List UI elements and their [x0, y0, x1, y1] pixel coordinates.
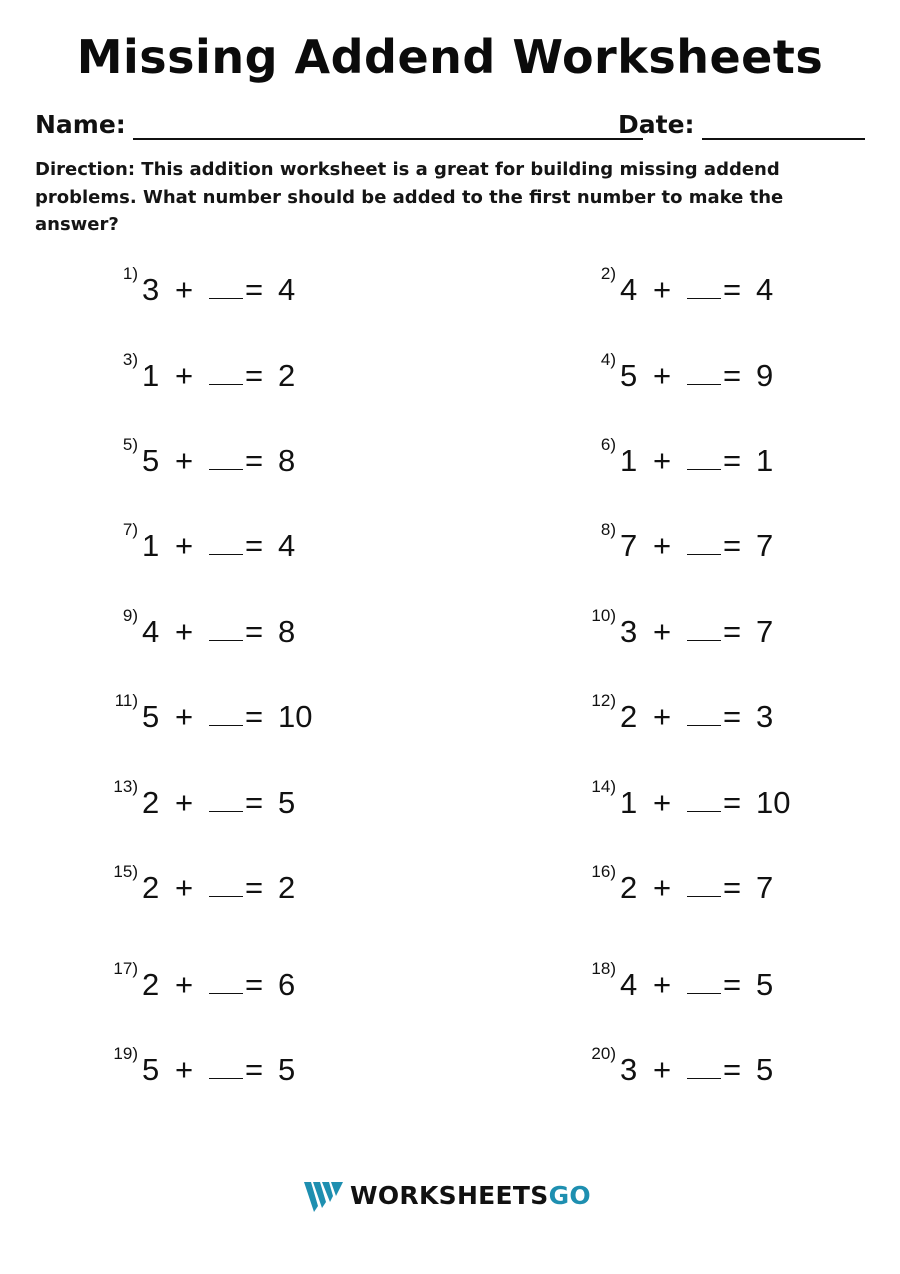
- answer-blank[interactable]: [687, 725, 721, 726]
- plus-sign: +: [653, 358, 672, 393]
- sum-value: 4: [278, 528, 296, 563]
- sum-value: 2: [278, 870, 296, 905]
- answer-blank[interactable]: [209, 554, 243, 555]
- problem-item: [591, 959, 880, 1007]
- first-addend: 7: [620, 528, 638, 563]
- sum-value: 8: [278, 614, 296, 649]
- answer-blank[interactable]: [209, 896, 243, 897]
- sum-value: 8: [278, 443, 296, 478]
- plus-sign: +: [175, 272, 194, 307]
- first-addend: 3: [142, 272, 160, 307]
- date-field-line[interactable]: [702, 138, 865, 140]
- answer-blank[interactable]: [687, 554, 721, 555]
- sum-value: 1: [756, 443, 774, 478]
- problem-number: 10): [591, 606, 616, 625]
- equals-sign: =: [245, 699, 264, 734]
- plus-sign: +: [175, 1052, 194, 1087]
- answer-blank[interactable]: [209, 1078, 243, 1079]
- plus-sign: +: [175, 785, 194, 820]
- problem-number: 7): [122, 520, 138, 539]
- problem-item: [113, 959, 402, 1007]
- equals-sign: =: [245, 443, 264, 478]
- first-addend: 5: [142, 443, 160, 478]
- plus-sign: +: [653, 785, 672, 820]
- answer-blank[interactable]: [687, 896, 721, 897]
- sum-value: 7: [756, 614, 774, 649]
- equals-sign: =: [723, 967, 742, 1002]
- sum-value: 5: [756, 1052, 774, 1087]
- plus-sign: +: [653, 443, 672, 478]
- problem-number: 15): [113, 862, 138, 881]
- plus-sign: +: [175, 614, 194, 649]
- problem-number: 13): [113, 777, 138, 796]
- equals-sign: =: [245, 528, 264, 563]
- direction-text: Direction: This addition worksheet is a great for building missing addend problems. What number should be added to the first number to make the answer?: [35, 159, 784, 235]
- first-addend: 1: [142, 358, 160, 393]
- first-addend: 4: [142, 614, 160, 649]
- answer-blank[interactable]: [209, 298, 243, 299]
- problem-item: [113, 1044, 402, 1092]
- answer-blank[interactable]: [687, 811, 721, 812]
- footer-logo: [304, 1180, 604, 1214]
- problem-item: [122, 606, 402, 654]
- problem-number: 3): [122, 350, 138, 369]
- first-addend: 3: [620, 614, 638, 649]
- sum-value: 10: [756, 785, 791, 820]
- sum-value: 5: [278, 1052, 296, 1087]
- equals-sign: =: [723, 785, 742, 820]
- sum-value: 4: [756, 272, 774, 307]
- equals-sign: =: [245, 870, 264, 905]
- problem-number: 18): [591, 959, 616, 978]
- problem-number: 9): [122, 606, 138, 625]
- name-date-row: [35, 108, 865, 148]
- problem-number: 19): [113, 1044, 138, 1063]
- equals-sign: =: [245, 1052, 264, 1087]
- first-addend: 5: [142, 1052, 160, 1087]
- problem-number: 5): [122, 435, 138, 454]
- plus-sign: +: [653, 614, 672, 649]
- problem-item: [600, 435, 880, 483]
- plus-sign: +: [175, 870, 194, 905]
- equals-sign: =: [723, 272, 742, 307]
- plus-sign: +: [175, 699, 194, 734]
- problem-number: 14): [591, 777, 616, 796]
- sum-value: 4: [278, 272, 296, 307]
- name-label: Name:: [35, 110, 126, 139]
- plus-sign: +: [653, 967, 672, 1002]
- answer-blank[interactable]: [687, 993, 721, 994]
- problem-number: 11): [114, 691, 138, 710]
- problem-item: [113, 862, 402, 910]
- answer-blank[interactable]: [209, 993, 243, 994]
- equals-sign: =: [245, 358, 264, 393]
- answer-blank[interactable]: [687, 640, 721, 641]
- name-field-line[interactable]: [133, 138, 643, 140]
- answer-blank[interactable]: [209, 640, 243, 641]
- problem-number: 1): [122, 264, 138, 283]
- problem-item: [114, 691, 402, 739]
- answer-blank[interactable]: [209, 469, 243, 470]
- problem-number: 2): [600, 264, 616, 283]
- first-addend: 2: [620, 870, 638, 905]
- logo-text-worksheets: WORKSHEETS: [350, 1181, 549, 1210]
- answer-blank[interactable]: [687, 298, 721, 299]
- problem-item: [122, 264, 402, 312]
- equals-sign: =: [245, 614, 264, 649]
- problem-item: [591, 862, 880, 910]
- logo-text-go: GO: [548, 1181, 591, 1210]
- first-addend: 1: [620, 443, 638, 478]
- first-addend: 2: [142, 785, 160, 820]
- equals-sign: =: [245, 967, 264, 1002]
- sum-value: 7: [756, 528, 774, 563]
- plus-sign: +: [653, 1052, 672, 1087]
- equals-sign: =: [723, 528, 742, 563]
- problem-number: 12): [591, 691, 616, 710]
- problem-number: 20): [591, 1044, 616, 1063]
- first-addend: 1: [620, 785, 638, 820]
- problem-item: [600, 264, 880, 312]
- problem-number: 4): [600, 350, 616, 369]
- first-addend: 5: [142, 699, 160, 734]
- sum-value: 5: [278, 785, 296, 820]
- worksheet-title: Missing Addend Worksheets: [76, 30, 824, 84]
- problem-number: 8): [600, 520, 616, 539]
- plus-sign: +: [175, 358, 194, 393]
- plus-sign: +: [653, 272, 672, 307]
- equals-sign: =: [723, 358, 742, 393]
- problem-item: [591, 691, 880, 739]
- problem-item: [600, 520, 880, 568]
- first-addend: 2: [142, 967, 160, 1002]
- sum-value: 9: [756, 358, 774, 393]
- first-addend: 2: [620, 699, 638, 734]
- worksheetsgo-w-logo-icon: [304, 1180, 344, 1214]
- logo-wordmark: [350, 1181, 591, 1210]
- sum-value: 3: [756, 699, 774, 734]
- problem-item: [122, 350, 402, 398]
- problem-item: [122, 520, 402, 568]
- answer-blank[interactable]: [209, 811, 243, 812]
- sum-value: 7: [756, 870, 774, 905]
- problem-item: [113, 777, 402, 825]
- problem-number: 6): [600, 435, 616, 454]
- answer-blank[interactable]: [209, 725, 243, 726]
- problem-number: 16): [591, 862, 616, 881]
- first-addend: 5: [620, 358, 638, 393]
- plus-sign: +: [175, 443, 194, 478]
- first-addend: 4: [620, 967, 638, 1002]
- problem-item: [591, 1044, 880, 1092]
- first-addend: 4: [620, 272, 638, 307]
- equals-sign: =: [245, 272, 264, 307]
- plus-sign: +: [175, 528, 194, 563]
- equals-sign: =: [723, 614, 742, 649]
- first-addend: 2: [142, 870, 160, 905]
- problem-item: [591, 777, 880, 825]
- answer-blank[interactable]: [209, 384, 243, 385]
- equals-sign: =: [723, 699, 742, 734]
- answer-blank[interactable]: [687, 1078, 721, 1079]
- problem-number: 17): [113, 959, 138, 978]
- answer-blank[interactable]: [687, 384, 721, 385]
- sum-value: 6: [278, 967, 296, 1002]
- first-addend: 3: [620, 1052, 638, 1087]
- date-label: Date:: [618, 110, 695, 139]
- problem-item: [591, 606, 880, 654]
- problem-item: [600, 350, 880, 398]
- equals-sign: =: [723, 1052, 742, 1087]
- equals-sign: =: [723, 870, 742, 905]
- plus-sign: +: [653, 870, 672, 905]
- sum-value: 10: [278, 699, 313, 734]
- plus-sign: +: [653, 528, 672, 563]
- plus-sign: +: [175, 967, 194, 1002]
- equals-sign: =: [245, 785, 264, 820]
- sum-value: 2: [278, 358, 296, 393]
- plus-sign: +: [653, 699, 672, 734]
- first-addend: 1: [142, 528, 160, 563]
- equals-sign: =: [723, 443, 742, 478]
- problem-item: [122, 435, 402, 483]
- answer-blank[interactable]: [687, 469, 721, 470]
- sum-value: 5: [756, 967, 774, 1002]
